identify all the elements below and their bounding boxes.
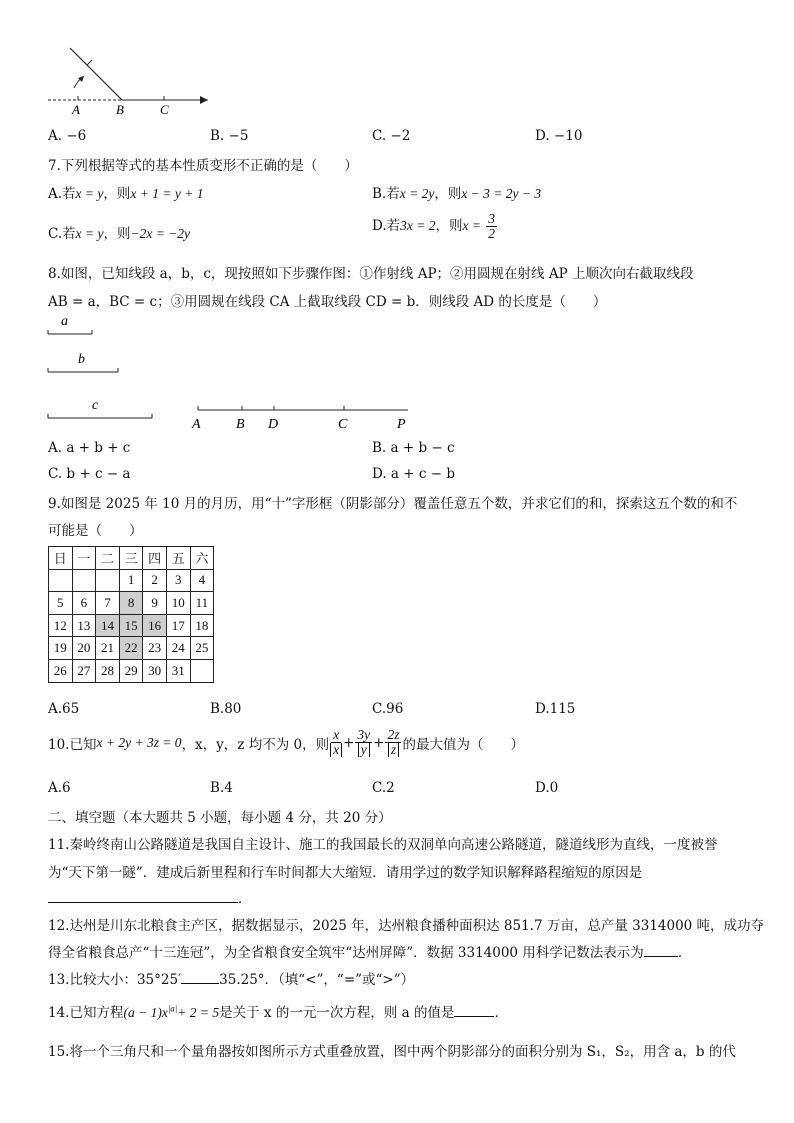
q7-c-res: −2x = −2y	[130, 226, 191, 241]
calendar-day-cell: 5	[49, 592, 73, 615]
q14-answer-blank[interactable]	[454, 1004, 494, 1017]
calendar-day-cell: 12	[49, 614, 73, 637]
calendar-day-cell: 24	[166, 637, 190, 660]
q15-line1: 15.将一个三角尺和一个量角器按如图所示方式重叠放置，图中两个阴影部分的面积分别为 S₁，S₂，用含 a，b 的代	[48, 1044, 736, 1060]
q7-c-pre: C.若	[48, 226, 76, 242]
q14-exponent: |a|	[167, 1003, 178, 1014]
calendar-day-cell: 25	[190, 637, 214, 660]
calendar-day-cell	[49, 569, 73, 592]
q10-option-b[interactable]: B.4	[210, 780, 233, 796]
q9-line2: 可能是（ ）	[48, 523, 143, 539]
q8-ray-label-c: C	[338, 417, 348, 432]
q10-stem: 10.已知 x + 2y + 3z = 0 ，x，y，z 均不为 0，则 $\frac{x}{x}$ + $\frac{3y}{y}$ + $\frac{2z}{z}$ 的最大值为（ ）	[48, 727, 524, 758]
calendar-day-cell: 27	[72, 659, 96, 682]
q11-line2: 为“天下第一隧”．建成后新里程和行车时间都大大缩短．请用学过的数学知识解释路程缩短的原因是	[48, 865, 643, 881]
q10-option-a[interactable]: A.6	[48, 780, 71, 796]
q7-option-b[interactable]	[372, 182, 541, 202]
q9-option-a[interactable]: A.65	[48, 701, 80, 717]
q10-pre: 10.已知	[48, 736, 97, 753]
calendar-day-cell: 30	[143, 659, 167, 682]
q13-post: 35.25°．（填“<”，“=”或“>”）	[219, 972, 415, 988]
calendar-day-cell: 13	[72, 614, 96, 637]
calendar-day-cell: 2	[143, 569, 167, 592]
calendar-day-cell: 19	[49, 637, 73, 660]
calendar-header-cell: 二	[96, 547, 120, 570]
calendar-day-cell	[72, 569, 96, 592]
calendar-day-cell: 16	[143, 614, 167, 637]
q10-fraction-1: $\frac{x}{x}$	[330, 728, 342, 757]
q7-c-then: ，则	[103, 226, 131, 242]
calendar-day-cell: 26	[49, 659, 73, 682]
calendar-header-cell: 五	[166, 547, 190, 570]
calendar-day-cell: 21	[96, 637, 120, 660]
q14-equation-rhs: + 2 = 5	[177, 1005, 220, 1020]
q12-line2-text: 得全省粮食总产“十三连冠”，为全省粮食安全筑牢“达州屏障”．数据 3314000 用科学记数法表示为	[48, 945, 644, 961]
q10-equation: x + 2y + 3z = 0	[96, 734, 182, 750]
q10-fraction-2: $\frac{3y}{y}$	[357, 727, 371, 758]
q6-option-d[interactable]: D. −10	[535, 128, 583, 144]
calendar-day-cell: 17	[166, 614, 190, 637]
calendar-day-cell: 9	[143, 592, 167, 615]
calendar-day-cell: 28	[96, 659, 120, 682]
q8-option-b[interactable]: B. a + b − c	[372, 440, 455, 456]
q7-d-res: x =	[462, 218, 481, 234]
calendar-day-cell: 11	[190, 592, 214, 615]
q7-b-res: x − 3 = 2y − 3	[461, 186, 542, 201]
q8-line1: 8.如图，已知线段 a，b，c，现按照如下步骤作图：①作射线 AP；②用圆规在射线 AP 上顺次向右截取线段	[48, 266, 694, 282]
q7-stem: 7.下列根据等式的基本性质变形不正确的是（ ）	[48, 158, 358, 174]
q8-ray-label-p: P	[397, 417, 406, 432]
q8-ray-label-d: D	[268, 417, 279, 432]
calendar-row	[49, 637, 214, 660]
calendar-day-cell: 31	[166, 659, 190, 682]
q7-d-pre: D.若	[372, 218, 401, 235]
q6-label-b: B	[116, 102, 124, 117]
q9-option-b[interactable]: B.80	[210, 701, 242, 717]
q8-seg-a-label: a	[61, 314, 68, 329]
q14-line	[48, 1001, 508, 1021]
calendar-day-cell: 6	[72, 592, 96, 615]
calendar-day-cell: 14	[96, 614, 120, 637]
calendar-day-cell: 7	[96, 592, 120, 615]
q12-line1: 12.达州是川东北粮食主产区，据数据显示，2025 年，达州粮食播种面积达 851.7 万亩，总产量 3314000 吨，成功夺	[48, 918, 765, 934]
q6-figure	[40, 40, 220, 120]
q10-post: 的最大值为（ ）	[402, 736, 524, 753]
q7-a-cond: x = y	[75, 186, 104, 201]
calendar-day-cell: 8	[119, 592, 143, 615]
section-heading: 二、填空题（本大题共 5 小题，每小题 4 分，共 20 分）	[48, 810, 392, 826]
q8-ray-label-a: A	[192, 417, 201, 432]
q6-option-a[interactable]: A. −6	[48, 128, 87, 144]
calendar-header-cell: 日	[49, 547, 73, 570]
calendar-day-cell	[96, 569, 120, 592]
calendar-header-cell: 一	[72, 547, 96, 570]
q7-d-fraction: $\frac{3}{2}$	[488, 211, 496, 242]
q7-option-a[interactable]	[48, 182, 203, 202]
calendar-day-cell: 3	[166, 569, 190, 592]
q12-answer-blank[interactable]	[644, 944, 678, 957]
calendar-row	[49, 659, 214, 682]
q6-option-c[interactable]: C. −2	[372, 128, 411, 144]
q14-equation: (a − 1)x	[123, 1005, 168, 1020]
q14-pre: 14.已知方程	[48, 1005, 124, 1021]
q11-answer-blank[interactable]	[48, 887, 252, 907]
calendar-row	[49, 592, 214, 615]
q14-mid: 是关于 x 的一元一次方程，则 a 的值是	[219, 1005, 455, 1021]
q8-option-c[interactable]: C. b + c − a	[48, 466, 131, 482]
q12-line2	[48, 941, 691, 961]
q12-end: ．	[677, 945, 692, 961]
q8-seg-b-label: b	[78, 352, 85, 367]
calendar-day-cell: 22	[119, 637, 143, 660]
q13-pre: 13.比较大小：35°25′	[48, 972, 182, 988]
q11-line1: 11.秦岭终南山公路隧道是我国自主设计、施工的我国最长的双洞单向高速公路隧道，隧道线形为直线，一度被誉	[48, 837, 718, 853]
q7-d-then: ，则	[435, 218, 463, 235]
q14-end: ．	[494, 1005, 508, 1021]
calendar-day-cell: 18	[190, 614, 214, 637]
calendar-row	[49, 614, 214, 637]
q13-answer-blank[interactable]	[181, 971, 219, 984]
calendar-day-cell: 15	[119, 614, 143, 637]
calendar-header-cell: 四	[143, 547, 167, 570]
q9-option-d[interactable]: D.115	[535, 701, 576, 717]
q11-end: ．	[238, 891, 252, 907]
q6-label-a: A	[72, 102, 80, 117]
calendar-table	[48, 546, 214, 683]
q7-a-res: x + 1 = y + 1	[130, 186, 204, 201]
calendar-day-cell: 4	[190, 569, 214, 592]
q7-c-cond: x = y	[75, 226, 104, 241]
calendar-day-cell: 1	[119, 569, 143, 592]
q10-option-c[interactable]: C.2	[372, 780, 395, 796]
calendar-day-cell: 20	[72, 637, 96, 660]
q7-b-pre: B.若	[372, 186, 400, 202]
q8-option-a[interactable]: A. a + b + c	[48, 440, 131, 456]
q9-line1: 9.如图是 2025 年 10 月的月历，用“十”字形框（阴影部分）覆盖任意五个数，并求它们的和，探索这五个数的和不	[48, 496, 738, 512]
q13-line	[48, 968, 414, 988]
q7-b-cond: x = 2y	[399, 186, 435, 201]
q8-ray-label-b: B	[236, 417, 245, 432]
calendar-day-cell: 10	[166, 592, 190, 615]
calendar-day-cell: 29	[119, 659, 143, 682]
q7-a-then: ，则	[103, 186, 131, 202]
q9-option-c[interactable]: C.96	[372, 701, 404, 717]
q7-b-then: ，则	[434, 186, 462, 202]
q8-seg-c-label: c	[92, 398, 99, 413]
q7-a-pre: A.若	[48, 186, 76, 202]
calendar-row	[49, 569, 214, 592]
q10-option-d[interactable]: D.0	[535, 780, 559, 796]
q10-fraction-3: $\frac{2z}{z}$	[387, 727, 400, 758]
q8-figure	[40, 310, 420, 435]
calendar-header-cell: 三	[119, 547, 143, 570]
calendar-header-row	[49, 547, 214, 570]
q10-mid: ，x，y，z 均不为 0，则	[181, 736, 330, 753]
q6-label-c: C	[160, 102, 169, 117]
q7-option-c[interactable]	[48, 222, 190, 242]
calendar-day-cell: 23	[143, 637, 167, 660]
q7-d-cond: 3x = 2	[400, 218, 436, 234]
q7-option-d[interactable]	[372, 212, 498, 241]
calendar-header-cell: 六	[190, 547, 214, 570]
calendar-day-cell	[190, 659, 214, 682]
q8-line2: AB = a，BC = c；③用圆规在线段 CA 上截取线段 CD = b．则线段 AD 的长度是（ ）	[48, 294, 607, 310]
q8-option-d[interactable]: D. a + c − b	[372, 466, 455, 482]
q6-option-b[interactable]: B. −5	[210, 128, 249, 144]
